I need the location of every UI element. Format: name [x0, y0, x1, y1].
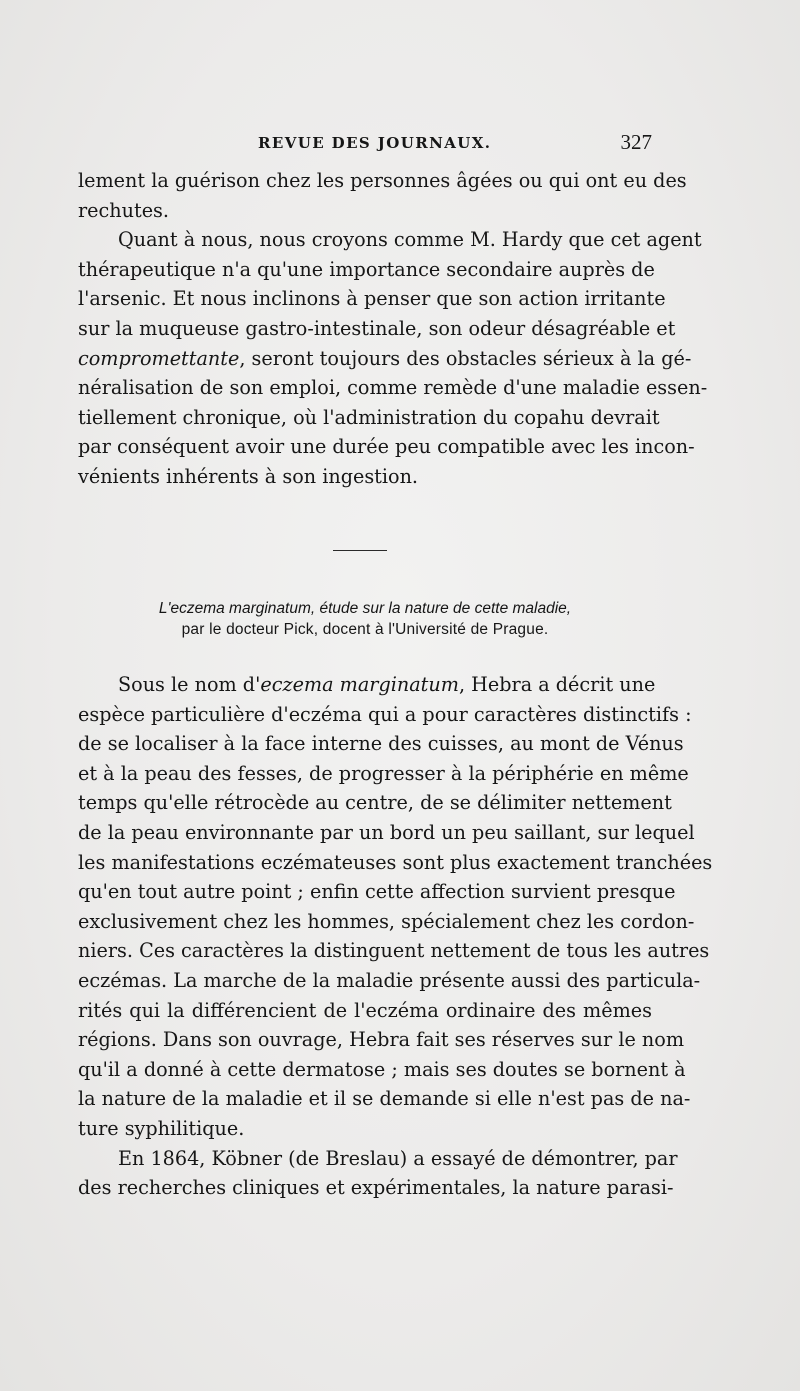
article-title-rest: , étude sur la nature de cette maladie, [310, 600, 572, 617]
section-divider [333, 550, 387, 551]
text-line: qu'il a donné à cette dermatose ; mais ses doutes se bornent à [78, 1057, 686, 1081]
text-line: néralisation de son emploi, comme remède d'une maladie essen- [78, 376, 708, 400]
text-fragment: , Hebra a décrit une [458, 673, 656, 696]
page-header [78, 128, 652, 160]
italic-term: compromettante [78, 346, 240, 370]
running-head: REVUE DES JOURNAUX. [258, 134, 492, 152]
article-byline: par le docteur Pick, docent à l'Université de Prague. [181, 621, 549, 638]
text-line: qu'en tout autre point ; enfin cette affection survient presque [78, 880, 676, 904]
text-line: ture syphilitique. [78, 1116, 245, 1140]
text-line: espèce particulière d'eczéma qui a pour caractères distinctifs : [78, 702, 692, 726]
text-line: la nature de la maladie et il se demande si elle n'est pas de na- [78, 1087, 691, 1111]
text-line: exclusivement chez les hommes, spécialement chez les cordon- [78, 909, 695, 933]
text-line: vénients inhérents à son ingestion. [78, 464, 419, 488]
text-line: et à la peau des fesses, de progresser à la périphérie en même [78, 761, 689, 785]
text-line: eczémas. La marche de la maladie présente aussi des particula- [78, 968, 701, 992]
text-line: l'arsenic. Et nous inclinons à penser que son action irritante [78, 287, 666, 311]
text-line: des recherches cliniques et expérimentales, la nature parasi- [78, 1176, 674, 1200]
text-line: lement la guérison chez les personnes âgées ou qui ont eu des [78, 169, 687, 192]
text-line: temps qu'elle rétrocède au centre, de se délimiter nettement [78, 791, 672, 815]
text-line: rités qui la différencient de l'eczéma ordinaire des mêmes [78, 998, 652, 1022]
text-line [78, 344, 692, 374]
text-line: niers. Ces caractères la distinguent nettement de tous les autres [78, 939, 710, 963]
section-1-text [78, 166, 708, 492]
text-line: par conséquent avoir une durée peu compatible avec les incon- [78, 435, 695, 459]
text-line: de se localiser à la face interne des cuisses, au mont de Vénus [78, 732, 684, 756]
text-fragment: , seront toujours des obstacles sérieux à la gé- [239, 346, 692, 370]
text-line: En 1864, Köbner (de Breslau) a essayé de démontrer, par [118, 1146, 678, 1170]
text-line: tiellement chronique, où l'administration du copahu devrait [78, 405, 660, 429]
text-line: Quant à nous, nous croyons comme M. Hardy que cet agent [118, 228, 702, 252]
text-line [78, 670, 656, 700]
page-number: 327 [620, 130, 652, 154]
text-fragment: Sous le nom d' [118, 673, 261, 696]
text-line: de la peau environnante par un bord un peu saillant, sur lequel [78, 820, 695, 844]
section-2-text [78, 670, 713, 1203]
article-title-term: L'eczema marginatum [158, 600, 311, 617]
article-title [78, 598, 652, 619]
article-heading [78, 598, 652, 640]
text-line: rechutes. [78, 198, 170, 222]
text-line: thérapeutique n'a qu'une importance secondaire auprès de [78, 257, 655, 281]
text-line: sur la muqueuse gastro-intestinale, son odeur désagréable et [78, 316, 676, 340]
italic-term: eczema marginatum [260, 673, 459, 696]
text-line: régions. Dans son ouvrage, Hebra fait ses réserves sur le nom [78, 1028, 685, 1052]
text-line: les manifestations eczémateuses sont plus exactement tranchées [78, 850, 713, 874]
